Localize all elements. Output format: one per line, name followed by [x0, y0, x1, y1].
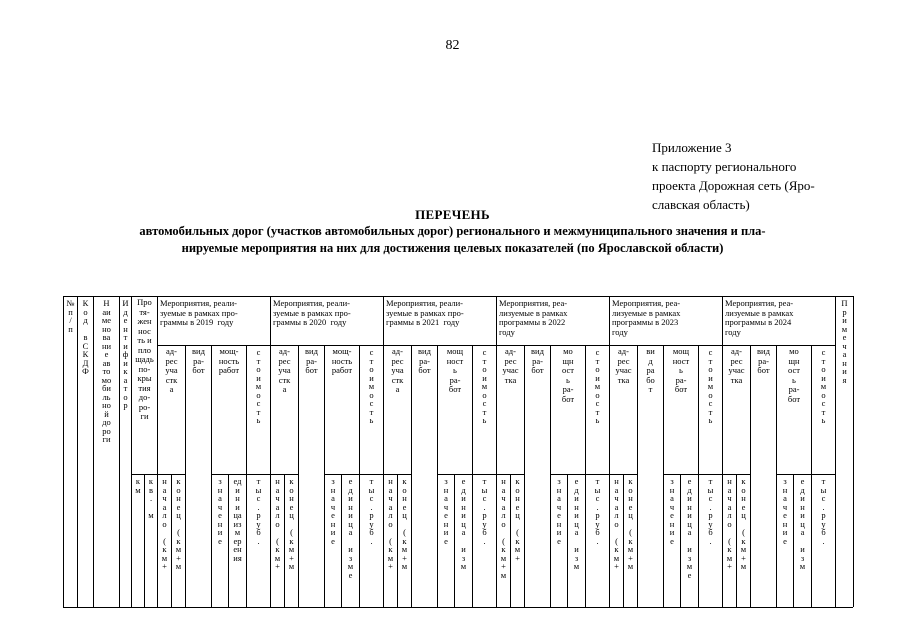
address-start-unit: н а ч а л о ( к м +: [609, 474, 623, 607]
appendix-line: славская область): [652, 197, 750, 212]
address-header: ад- рес учас тка: [609, 345, 637, 474]
column-notes-header: П р и м е ч а н и я: [835, 296, 853, 607]
address-header: ад- рес уча стк а: [270, 345, 298, 474]
address-start-unit: н а ч а л о ( к м +: [722, 474, 736, 607]
work-type-header: вид ра- бот: [750, 345, 776, 607]
address-end-unit: к о н е ц ( к м + м: [284, 474, 298, 607]
table-right-border: [853, 296, 854, 607]
capacity-measure-unit: е д и н и ц а и з м: [454, 474, 472, 607]
address-start-unit: н а ч а л о ( к м +: [383, 474, 397, 607]
address-header: ад- рес уча стк а: [157, 345, 185, 474]
work-type-header: ви д ра бо т: [637, 345, 663, 607]
appendix-line: к паспорту регионального: [652, 159, 797, 174]
capacity-value-unit: з н а ч е н и е: [437, 474, 454, 607]
work-capacity-header: мо щн ост ь ра- бот: [550, 345, 585, 474]
subtitle-line: нируемые мероприятия на них для достижения целевых показателей (по Ярославской области): [181, 241, 724, 255]
cost-unit: т ы с . р у б .: [698, 474, 722, 607]
address-end-unit: к о н е ц ( к м + м: [397, 474, 411, 607]
work-capacity-header: мощ ност ь ра- бот: [663, 345, 698, 474]
capacity-measure-unit: е д и н и ц а и з м е: [680, 474, 698, 607]
address-end-unit: к о н е ц ( к м + м: [736, 474, 750, 607]
cost-unit: т ы с . р у б .: [359, 474, 383, 607]
cost-header: с т о и м о с т ь: [359, 345, 383, 474]
document-subtitle: [40, 223, 865, 257]
capacity-value-unit: з н а ч е н и е: [211, 474, 228, 607]
work-type-header: вид ра- бот: [411, 345, 437, 607]
address-end-unit: к о н е ц ( к м + м: [171, 474, 185, 607]
capacity-value-unit: з н а ч е н и е: [663, 474, 680, 607]
year-header: Мероприятия, реа- лизуемые в рамках программы в 2022 году: [496, 296, 609, 345]
year-header: Мероприятия, реали- зуемые в рамках про- граммы в 2021 году: [383, 296, 496, 345]
cost-header: с т о и м о с т ь: [585, 345, 609, 474]
address-header: ад- рес учас тка: [722, 345, 750, 474]
year-header: Мероприятия, реали- зуемые в рамках про- граммы в 2020 году: [270, 296, 383, 345]
cost-unit: т ы с . р у б .: [811, 474, 835, 607]
year-header: Мероприятия, реа- лизуемые в рамках программы в 2023 году: [609, 296, 722, 345]
address-header: ад- рес уча стк а: [383, 345, 411, 474]
address-start-unit: н а ч а л о ( к м +: [270, 474, 284, 607]
address-start-unit: н а ч а л о ( к м +: [157, 474, 171, 607]
address-end-unit: к о н е ц ( к м +: [510, 474, 524, 607]
capacity-measure-unit: е д и н и ц а и з м е: [341, 474, 359, 607]
cost-unit: т ы с . р у б .: [246, 474, 270, 607]
capacity-measure-unit: ед и н и ца из м ер ен ия: [228, 474, 246, 607]
cost-header: с т о и м о с т ь: [698, 345, 722, 474]
appendix-caption: [652, 138, 842, 214]
appendix-line: проекта Дорожная сеть (Яро-: [652, 178, 815, 193]
page-number: 82: [445, 38, 460, 53]
work-type-header: вид ра- бот: [524, 345, 550, 607]
unit-sqm: к в . м: [144, 474, 157, 607]
address-start-unit: н а ч а л о ( к м + м: [496, 474, 510, 607]
work-capacity-header: мо щн ост ь ра- бот: [776, 345, 811, 474]
capacity-value-unit: з н а ч е н и е: [324, 474, 341, 607]
work-type-header: вид ра- бот: [298, 345, 324, 607]
column-identifier-header: И д е н т и ф и к а т о р: [119, 296, 131, 607]
work-capacity-header: мощ ност ь ра- бот: [437, 345, 472, 474]
column-code-header: К о д в С К Д Ф: [77, 296, 93, 607]
address-header: ад- рес учас тка: [496, 345, 524, 474]
capacity-measure-unit: е д и н и ц а и з м: [567, 474, 585, 607]
year-header: Мероприятия, реа- лизуемые в рамках программы в 2024 году: [722, 296, 835, 345]
year-header: Мероприятия, реали- зуемые в рамках про- граммы в 2019 году: [157, 296, 270, 345]
column-road-name-header: Н аи ме но ва ни е ав то мо би ль но й до ро ги: [93, 296, 119, 607]
work-type-header: вид ра- бот: [185, 345, 211, 607]
document-title: ПЕРЕЧЕНЬ: [415, 207, 490, 222]
work-capacity-header: мощ- ность работ: [324, 345, 359, 474]
cost-unit: т ы с . р у б .: [472, 474, 496, 607]
table-bottom-border: [63, 607, 853, 608]
subtitle-line: автомобильных дорог (участков автомобильных дорог) регионального и межмуниципального значения и пла-: [139, 224, 766, 238]
column-number-header: № п / п: [63, 296, 77, 607]
work-capacity-header: мощ- ность работ: [211, 345, 246, 474]
capacity-value-unit: з н а ч е н и е: [550, 474, 567, 607]
unit-km: к м: [131, 474, 144, 607]
cost-header: с т о и м о с т ь: [246, 345, 270, 474]
cost-unit: т ы с . р у б .: [585, 474, 609, 607]
capacity-value-unit: з н а ч е н и е: [776, 474, 793, 607]
appendix-line: Приложение 3: [652, 140, 732, 155]
column-length-header: Про тя- жен нос ть и пло щадь по- кры тия до- ро- ги: [131, 296, 157, 474]
cost-header: с т о и м о с т ь: [472, 345, 496, 474]
capacity-measure-unit: е д и н и ц а и з м: [793, 474, 811, 607]
address-end-unit: к о н е ц ( к м + м: [623, 474, 637, 607]
cost-header: с т о и м о с т ь: [811, 345, 835, 474]
